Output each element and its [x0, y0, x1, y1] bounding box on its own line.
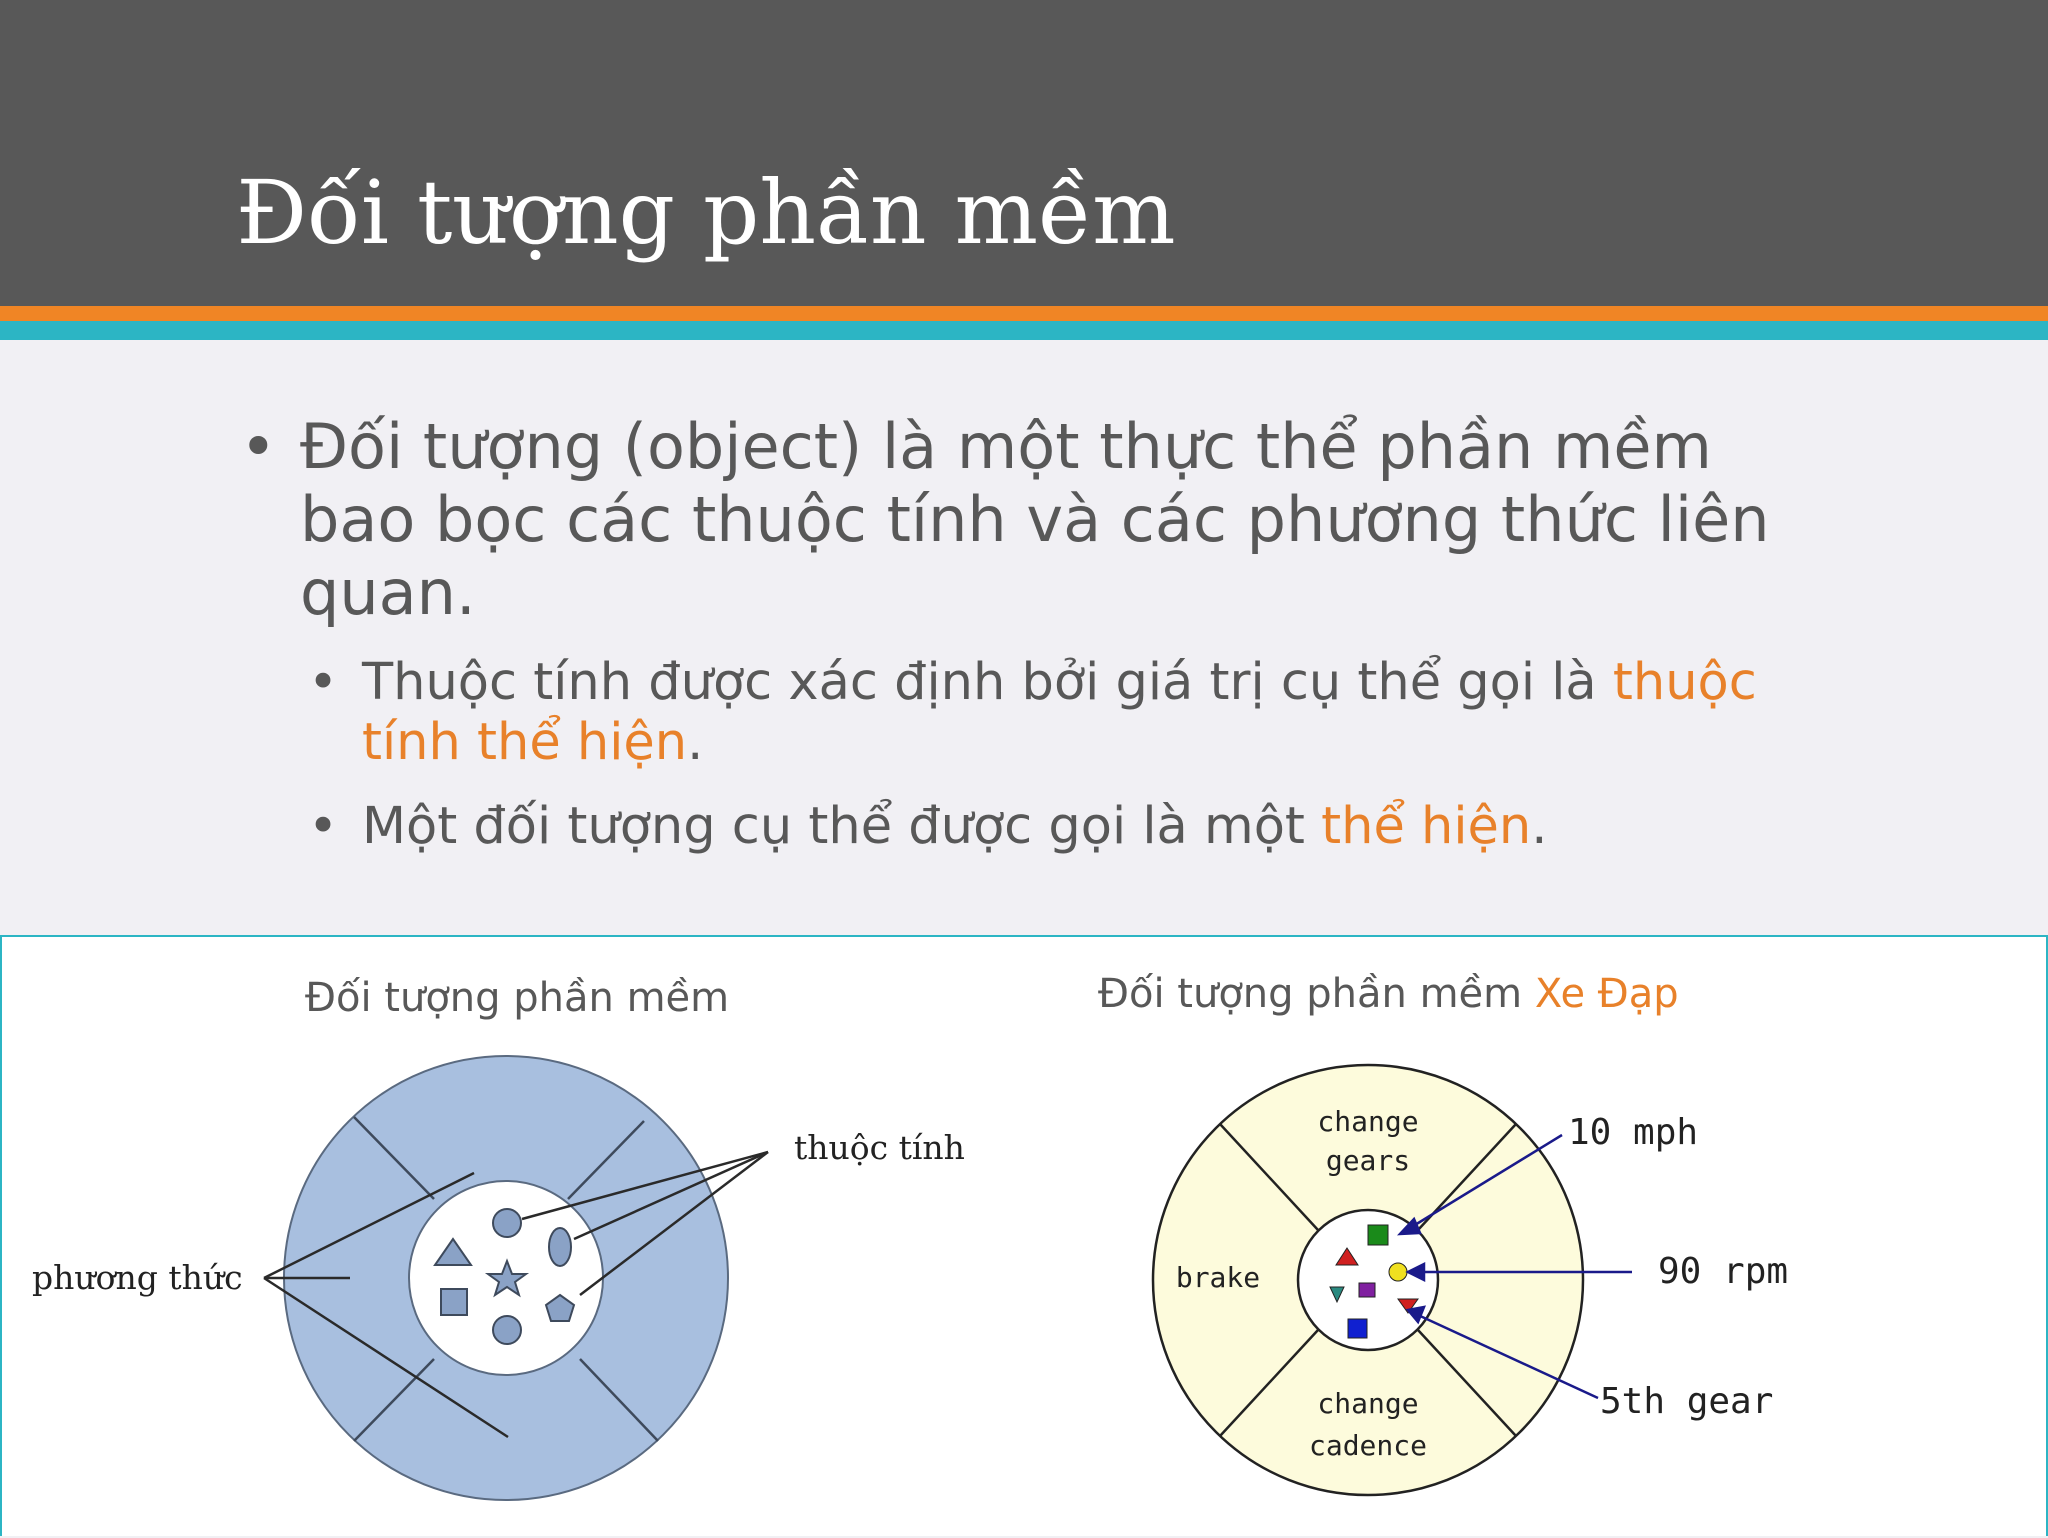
circle-shape: [493, 1209, 521, 1237]
bullet-dot: •: [240, 410, 277, 483]
object-diagram: [32, 1056, 965, 1500]
segment-top-line1: change: [1317, 1105, 1419, 1138]
bullet-sub-1: [236, 653, 1796, 773]
bullet-sub-1-highlight: thuộc tính thể hiện: [362, 653, 1757, 772]
green-square: [1368, 1225, 1388, 1245]
attributes-label: thuộc tính: [794, 1128, 965, 1167]
bullet-main-text: Đối tượng (object) là một thực thể phần mềm bao bọc các thuộc tính và các phương thức liên quan.: [300, 410, 1770, 629]
right-diagram-caption: Đối tượng phần mềm Xe Đạp: [1098, 971, 1679, 1017]
bullet-list: [236, 410, 1796, 857]
segment-top-line2: gears: [1325, 1144, 1411, 1177]
bullet-sub-1-text: Thuộc tính được xác định bởi giá trị cụ thể gọi là: [362, 653, 1613, 712]
bullet-sub-2-end: .: [1531, 797, 1548, 856]
circle-shape: [493, 1316, 521, 1344]
orange-stripe: [0, 306, 2048, 321]
bullet-dot: •: [308, 797, 339, 856]
methods-label: phương thức: [32, 1258, 243, 1297]
bullet-dot: •: [308, 653, 339, 712]
diagrams: [2, 937, 2046, 1538]
yellow-circle: [1389, 1263, 1407, 1281]
teal-stripe: [0, 321, 2048, 340]
segment-left: brake: [1175, 1261, 1261, 1294]
purple-square: [1359, 1283, 1375, 1297]
bullet-sub-2-highlight: thể hiện: [1321, 797, 1532, 856]
segment-bottom-line2: cadence: [1308, 1429, 1428, 1462]
slide-title: Đối tượng phần mềm: [236, 161, 1176, 264]
title-bar: [0, 0, 2048, 306]
segment-bottom-line1: change: [1317, 1387, 1419, 1420]
right-caption-highlight: Xe Đạp: [1534, 971, 1679, 1017]
left-diagram-caption: Đối tượng phần mềm: [305, 975, 730, 1021]
speed-value: 10 mph: [1568, 1112, 1699, 1153]
gear-value: 5th gear: [1600, 1381, 1774, 1422]
ellipse-shape: [549, 1228, 571, 1266]
blue-square: [1348, 1319, 1367, 1338]
figure-panel: [0, 935, 2048, 1536]
cadence-value: 90 rpm: [1658, 1251, 1789, 1292]
bullet-sub-1-end: .: [687, 713, 704, 772]
bicycle-diagram: [1153, 1065, 1788, 1495]
bullet-sub-2: [236, 797, 1796, 857]
bullet-sub-2-text: Một đối tượng cụ thể được gọi là một: [362, 797, 1322, 856]
bullet-main: [236, 410, 1796, 629]
square-shape: [441, 1289, 467, 1315]
